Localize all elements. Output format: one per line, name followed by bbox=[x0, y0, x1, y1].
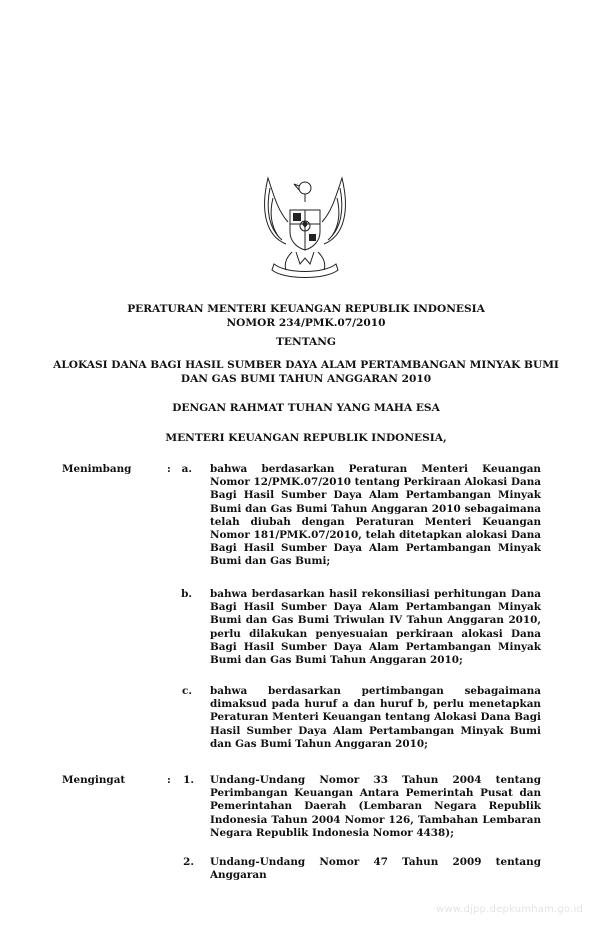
list-marker: a. bbox=[181, 463, 192, 475]
list-marker: c. bbox=[182, 685, 192, 697]
regulation-heading: PERATURAN MENTERI KEUANGAN REPUBLIK INDONESIA bbox=[127, 303, 485, 315]
blessing-line: DENGAN RAHMAT TUHAN YANG MAHA ESA bbox=[172, 402, 440, 414]
regulation-subject bbox=[0, 358, 612, 386]
menimbang-item-text: bahwa berdasarkan hasil rekonsiliasi perhitungan Dana Bagi Hasil Sumber Daya Alam Pertambangan Minyak Bumi dan Gas Bumi Triwulan IV Tahun Anggaran 2010, perlu dilakukan penyesuaian perkiraan alokasi Dana Bagi Hasil Sumber Daya Alam Pertambangan Minyak Bumi dan Gas Bumi Tahun Anggaran 2010; bbox=[210, 588, 541, 667]
tentang-heading: TENTANG bbox=[276, 336, 336, 348]
subject-line-2: DAN GAS BUMI TAHUN ANGGARAN 2010 bbox=[180, 373, 432, 385]
menimbang-label: Menimbang bbox=[62, 463, 132, 475]
mengingat-item-text: Undang-Undang Nomor 47 Tahun 2009 tentang Anggaran bbox=[210, 856, 541, 882]
regulation-title-line bbox=[0, 302, 612, 330]
mengingat-colon: : bbox=[167, 774, 171, 786]
menimbang-colon: : bbox=[167, 463, 171, 475]
list-marker: 2. bbox=[183, 856, 194, 868]
regulation-number: NOMOR 234/PMK.07/2010 bbox=[226, 317, 386, 329]
watermark: www.djpp.depkumham.go.id bbox=[436, 904, 583, 915]
garuda-emblem-icon bbox=[256, 166, 354, 286]
list-marker: b. bbox=[181, 588, 192, 600]
list-marker: 1. bbox=[183, 774, 194, 786]
mengingat-label: Mengingat bbox=[62, 774, 126, 786]
menimbang-item-text: bahwa berdasarkan Peraturan Menteri Keuangan Nomor 12/PMK.07/2010 tentang Perkiraan Alokasi Dana Bagi Hasil Sumber Daya Alam Pertambangan Minyak Bumi dan Gas Bumi Tahun Anggaran 2010 sebagaimana telah diubah dengan Peraturan Menteri Keuangan Nomor 181/PMK.07/2010, telah ditetapkan alokasi Dana Bagi Hasil Sumber Daya Alam Pertambangan Minyak Bumi dan Gas Bumi; bbox=[210, 463, 541, 568]
subject-line-1: ALOKASI DANA BAGI HASIL SUMBER DAYA ALAM PERTAMBANGAN MINYAK BUMI bbox=[53, 359, 559, 371]
mengingat-item-text: Undang-Undang Nomor 33 Tahun 2004 tentang Perimbangan Keuangan Antara Pemerintah Pusat dan Pemerintahan Daerah (Lembaran Negara Republik Indonesia Tahun 2004 Nomor 126, Tambahan Lembaran Negara Republik Indonesia Nomor 4438); bbox=[210, 774, 541, 839]
minister-line: MENTERI KEUANGAN REPUBLIK INDONESIA, bbox=[165, 432, 447, 444]
menimbang-item-text: bahwa berdasarkan pertimbangan sebagaimana dimaksud pada huruf a dan huruf b, perlu menetapkan Peraturan Menteri Keuangan tentang Alokasi Dana Bagi Hasil Sumber Daya Alam Pertambangan Minyak Bumi dan Gas Bumi Tahun Anggaran 2010; bbox=[210, 685, 541, 750]
